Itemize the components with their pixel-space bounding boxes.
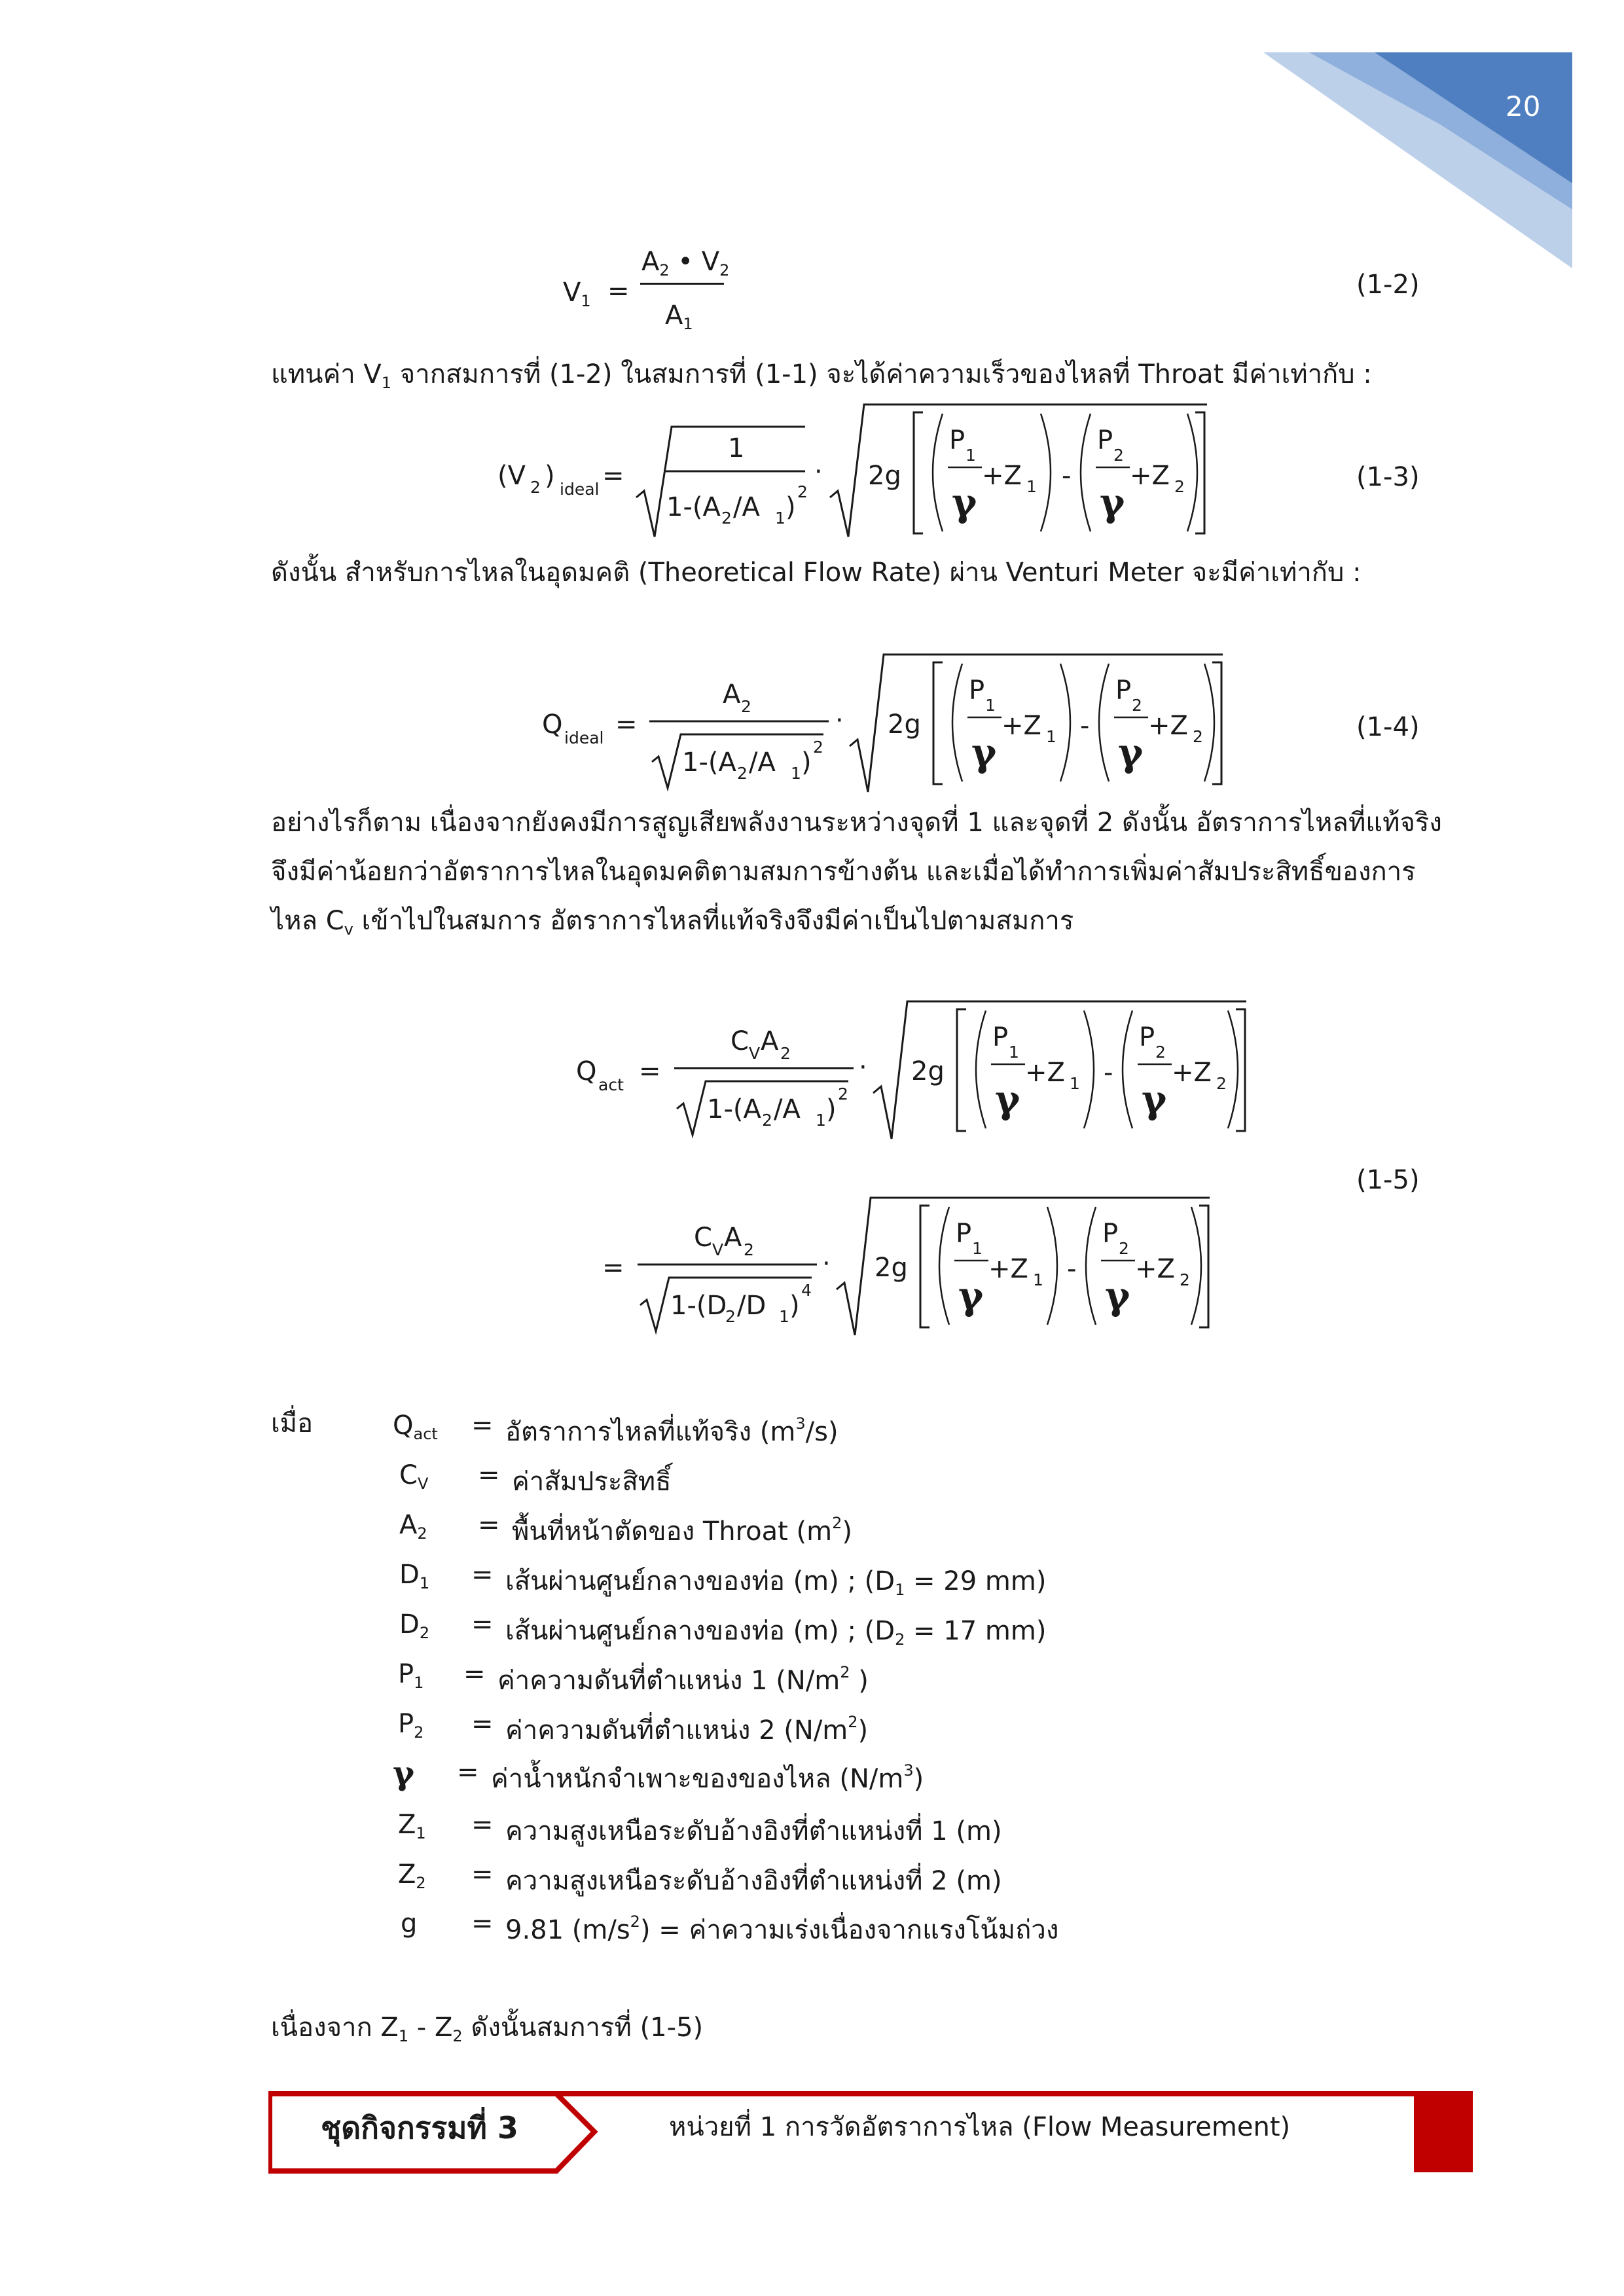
- equation-number-1-2: (1-2): [1356, 270, 1420, 300]
- svg-text:Q: Q: [542, 709, 563, 740]
- page-number: 20: [1506, 90, 1541, 122]
- svg-text:+Z: +Z: [1001, 711, 1041, 741]
- svg-text:ideal: ideal: [560, 480, 600, 499]
- svg-text:2: 2: [737, 764, 748, 783]
- svg-text:2: 2: [1132, 696, 1142, 715]
- svg-text:2: 2: [1155, 1043, 1166, 1062]
- svg-text:γ: γ: [971, 730, 997, 775]
- svg-text:+Z: +Z: [1172, 1058, 1212, 1088]
- svg-text:2: 2: [1193, 727, 1203, 746]
- svg-text:2: 2: [1119, 1239, 1129, 1258]
- equation-1-2: $V_1$ = $A_2$ • $V_2$ $A_1$: [563, 247, 730, 333]
- svg-text:+Z: +Z: [1025, 1058, 1065, 1088]
- svg-text:/D: /D: [737, 1291, 767, 1321]
- svg-text:γ: γ: [1142, 1077, 1167, 1122]
- svg-text:P: P: [956, 1219, 972, 1249]
- svg-text:1: 1: [985, 696, 996, 715]
- svg-text:·: ·: [859, 1052, 867, 1083]
- svg-text:(V: (V: [497, 461, 526, 491]
- svg-text:P: P: [969, 675, 985, 706]
- svg-text:act: act: [598, 1075, 624, 1094]
- svg-text:γ: γ: [1105, 1274, 1130, 1318]
- equation-1-4: [542, 648, 1236, 808]
- svg-text:=: =: [602, 461, 624, 491]
- svg-text:γ: γ: [1118, 730, 1144, 775]
- svg-text:V: V: [749, 1044, 761, 1063]
- svg-text:-: -: [1104, 1058, 1113, 1088]
- paragraph-actual-flow-line-2: จึงมีค่าน้อยกว่าอัตราการไหลในอุดมคติตามสมการข้างต้น และเมื่อได้ทำการเพิ่มค่าสัมประสิทธิ์ของการ: [271, 857, 1416, 887]
- svg-text:A: A: [761, 1026, 779, 1056]
- svg-text:2: 2: [797, 482, 808, 501]
- svg-text:2: 2: [1113, 446, 1124, 465]
- definitions-intro: เมื่อ: [271, 1408, 314, 1439]
- svg-text:P: P: [1115, 675, 1132, 706]
- svg-text:/A: /A: [774, 1094, 801, 1124]
- svg-text:C: C: [731, 1026, 749, 1056]
- equation-1-5-line-1: [576, 995, 1270, 1155]
- svg-text:): ): [789, 1291, 800, 1321]
- svg-text:·: ·: [814, 457, 823, 487]
- svg-text:ideal: ideal: [564, 728, 604, 747]
- svg-text:/A: /A: [749, 747, 776, 778]
- svg-text:1: 1: [1009, 1043, 1019, 1062]
- svg-text:+Z: +Z: [988, 1254, 1028, 1284]
- paragraph-actual-flow-line-1: อย่างไรก็ตาม เนื่องจากยังคงมีการสูญเสียพลังงานระหว่างจุดที่ 1 และจุดที่ 2 ดังนั้น อัตราการไหลที่แท้จริง: [271, 808, 1442, 838]
- svg-text:=: =: [602, 1253, 624, 1283]
- svg-text:γ: γ: [958, 1274, 984, 1318]
- svg-text:2: 2: [1174, 477, 1185, 496]
- svg-text:=: =: [639, 1056, 661, 1086]
- svg-text:-: -: [1067, 1254, 1077, 1284]
- svg-text:γ: γ: [952, 480, 977, 525]
- svg-text:2: 2: [780, 1044, 791, 1063]
- svg-text:2g: 2g: [888, 709, 921, 740]
- paragraph-substitution: แทนค่า $V_1$ จากสมการที่ (1-2) ในสมการที่ (1-1) จะได้ค่าความเร็วของไหลที่ Throat มีค่าเท่ากับ :: [271, 359, 1372, 392]
- svg-text:+Z: +Z: [1135, 1254, 1175, 1284]
- svg-text:V: V: [712, 1240, 724, 1259]
- svg-text:A: A: [724, 1223, 742, 1253]
- svg-text:+Z: +Z: [1130, 461, 1170, 491]
- svg-text:1: 1: [775, 509, 785, 528]
- svg-text:-: -: [1080, 711, 1090, 741]
- svg-text:γ: γ: [995, 1077, 1020, 1122]
- activity-label: ชุดกิจกรรมที่ 3: [321, 2110, 518, 2145]
- paragraph-actual-flow-line-3: ไหล $C_v$ เข้าไปในสมการ อัตราการไหลที่แท้จริงจึงมีค่าเป็นไปตามสมการ: [271, 906, 1074, 939]
- svg-text:2: 2: [762, 1111, 772, 1130]
- svg-text:2: 2: [725, 1307, 736, 1326]
- definition-row-gravity: g = 9.81 $(m/s^2)$ = ค่าความเร่งเนื่องจากแรงโน้มถ่วง: [401, 1909, 1059, 1945]
- svg-text:P: P: [1097, 425, 1113, 456]
- svg-text:Q: Q: [576, 1056, 597, 1086]
- svg-text:): ): [801, 747, 812, 778]
- svg-text:4: 4: [801, 1281, 812, 1300]
- svg-text:2: 2: [1180, 1270, 1190, 1289]
- svg-text:·: ·: [835, 706, 844, 736]
- paragraph-theoretical: ดังนั้น สำหรับการไหลในอุดมคติ (Theoretical Flow Rate) ผ่าน Venturi Meter จะมีค่าเท่ากับ :: [271, 558, 1362, 588]
- svg-text:2: 2: [813, 738, 823, 757]
- svg-text:P: P: [1102, 1219, 1119, 1249]
- svg-text:1-(A: 1-(A: [682, 747, 736, 778]
- svg-text:2g: 2g: [875, 1253, 908, 1283]
- svg-text:A: A: [723, 679, 741, 709]
- svg-text:1: 1: [1070, 1074, 1080, 1093]
- svg-text:C: C: [694, 1223, 712, 1253]
- corner-decoration: [1244, 52, 1584, 275]
- svg-text:1: 1: [965, 446, 976, 465]
- svg-text:-: -: [1062, 461, 1072, 491]
- svg-text:+Z: +Z: [1148, 711, 1188, 741]
- equation-number-1-4: (1-4): [1356, 712, 1420, 742]
- svg-text:γ: γ: [1100, 480, 1125, 525]
- definitions-list: $Q_{act}$ = อัตราการไหลที่แท้จริง $(m^3/s)$ $C_V$ = ค่าสัมประสิทธิ์ $A_2$ = พื้นที่หน้าตัดของ Throat $(m^2)$ $D_1$ = เส้นผ่านศูนย์กลางของท่อ (m) ; ($D_1 = 29$ mm) $D_2$ = เส้นผ่านศูนย์กลางของท่อ (m) ; ($D_2 = 17$ mm) $P_1$ = ค่าความดันที่ตำแหน่ง 1 ($N/m^2$ ) $P_2$ = ค่าความดันที่ตำแหน่ง 2 $(N/m^2)$ γ = ค่าน้ำหนักจำเพาะของของไหล $(N/m^3)$ $Z_1$ = ความสูงเหนือระดับอ้างอิงที่ตำแหน่งที่ 1 (m) $Z_2$ = ความสูงเหนือระดับอ้างอิงที่ตำแหน่งที่ 2 (m): [393, 1410, 1047, 1896]
- svg-text:/A: /A: [733, 492, 760, 522]
- svg-text:2g: 2g: [868, 461, 901, 491]
- svg-text:1: 1: [972, 1239, 983, 1258]
- svg-text:): ): [545, 461, 555, 491]
- svg-text:2: 2: [530, 478, 541, 497]
- svg-text:1: 1: [1033, 1270, 1043, 1289]
- svg-text:2: 2: [744, 1240, 754, 1259]
- svg-text:·: ·: [822, 1249, 831, 1279]
- svg-text:1: 1: [816, 1111, 826, 1130]
- svg-text:1-(D: 1-(D: [670, 1291, 727, 1321]
- svg-text:1: 1: [728, 433, 745, 463]
- equation-1-5-line-2: [602, 1191, 1257, 1351]
- svg-text:2: 2: [838, 1085, 848, 1103]
- svg-text:=: =: [615, 709, 638, 740]
- svg-text:P: P: [992, 1022, 1009, 1052]
- svg-text:1: 1: [1046, 727, 1056, 746]
- svg-text:+Z: +Z: [982, 461, 1022, 491]
- svg-text:2: 2: [721, 509, 732, 528]
- svg-text:1: 1: [791, 764, 801, 783]
- svg-text:1: 1: [779, 1307, 789, 1326]
- svg-text:P: P: [1139, 1022, 1155, 1052]
- equation-number-1-3: (1-3): [1356, 462, 1420, 492]
- equation-number-1-5: (1-5): [1356, 1165, 1420, 1195]
- svg-text:1: 1: [1026, 477, 1037, 496]
- svg-text:P: P: [949, 425, 965, 456]
- svg-text:): ): [785, 492, 796, 522]
- svg-text:): ): [826, 1094, 837, 1124]
- unit-title: หน่วยที่ 1 การวัดอัตราการไหล (Flow Measurement): [669, 2112, 1291, 2142]
- svg-text:1-(A: 1-(A: [666, 492, 721, 522]
- svg-text:2: 2: [1216, 1074, 1227, 1093]
- svg-text:2: 2: [741, 697, 751, 716]
- svg-text:1-(A: 1-(A: [707, 1094, 761, 1124]
- closing-line: เนื่องจาก $Z_1 - Z_2$ ดังนั้นสมการที่ (1-5): [271, 2013, 704, 2045]
- svg-text:2g: 2g: [911, 1056, 945, 1086]
- equation-1-3: [497, 399, 1218, 546]
